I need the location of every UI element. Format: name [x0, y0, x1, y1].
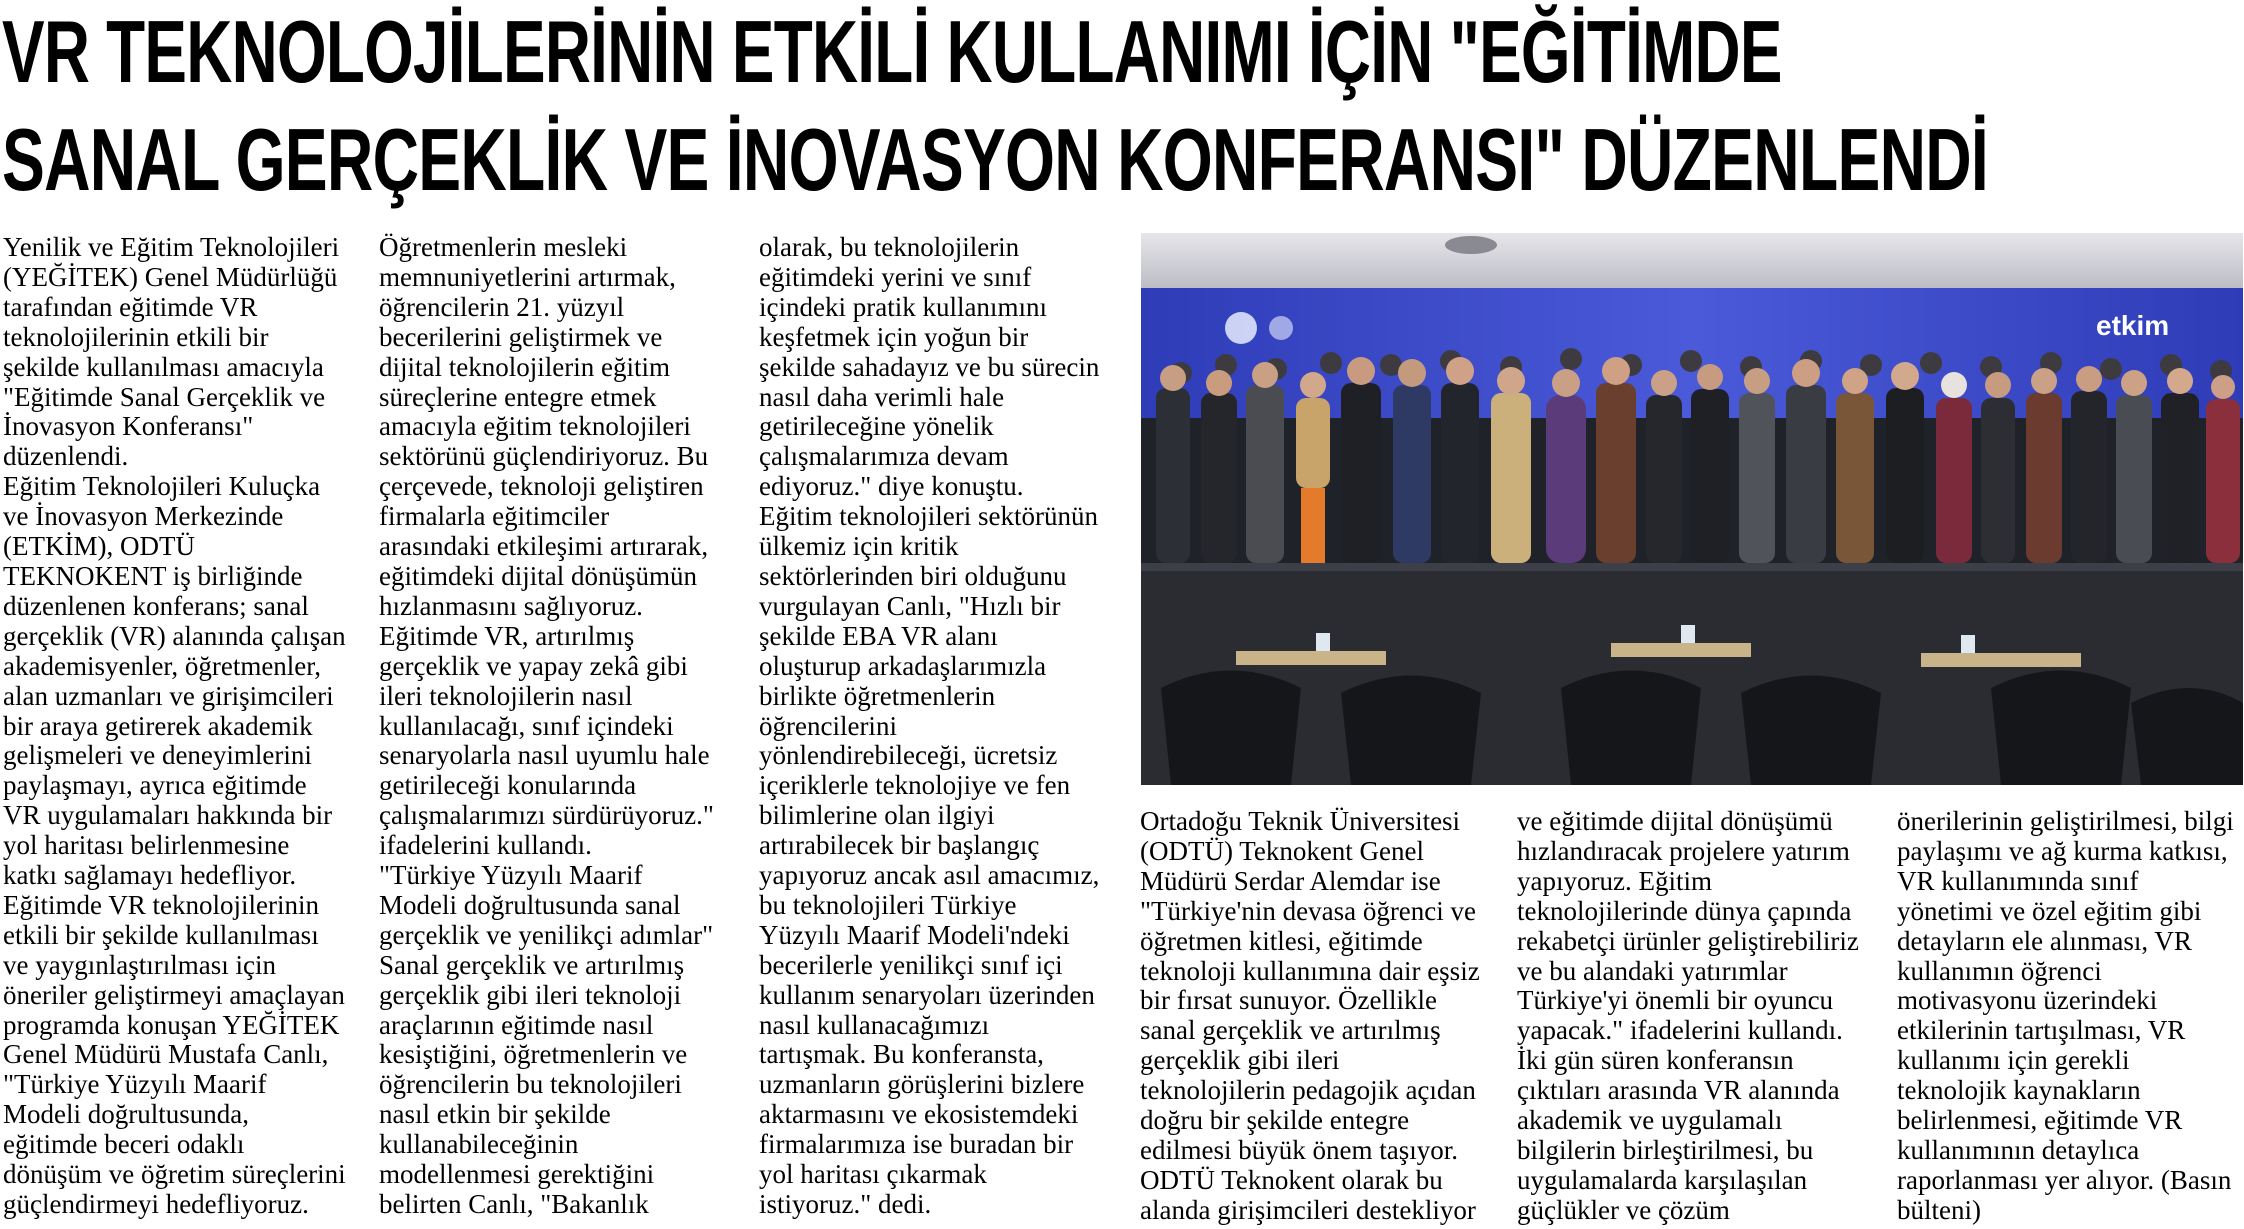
article-column-2: Öğretmenlerin mesleki memnuniyetlerini artırmak, öğrencilerin 21. yüzyıl becerilerini geliştirmek ve dijital teknolojilerin eğitim süreçlerine entegre etmek amacıyla eğitim teknolojileri sektörünü güçlendiriyoruz. Bu çerçevede, teknoloji geliştiren firmalarla eğitimciler arasındaki etkileşimi artırarak, eğitimdeki dijital dönüşümün hızlanmasını sağlıyoruz. Eğitimde VR, artırılmış gerçeklik ve yapay zekâ gibi ileri teknolojilerin nasıl kullanılacağı, sınıf içindeki senaryolarla nasıl uyumlu hale getirileceği konularında çalışmalarımızı sürdürüyoruz." ifadelerini kullandı. "Türkiye Yüzyılı Maarif Modeli doğrultusunda sanal gerçeklik ve yenilikçi adımlar" Sanal gerçeklik ve artırılmış gerçeklik gibi ileri teknoloji araçlarının eğitimde nasıl kesiştiğini, öğretmenlerin ve öğrencilerin bu teknolojileri nasıl etkin bir şekilde kullanabileceğinin modellenmesi gerektiğini belirten Canlı, "Bakanlık	[379, 233, 714, 1219]
conference-group-photo	[1141, 233, 2243, 785]
headline-line-2: SANAL GERÇEKLİK VE İNOVASYON KONFERANSI" DÜZENLENDİ	[2, 110, 1989, 209]
photo-illustration	[1141, 233, 2243, 785]
ceiling	[1141, 233, 2243, 293]
headline-line-1: VR TEKNOLOJİLERİNİN ETKİLİ KULLANIMI İÇİN "EĞİTİMDE	[2, 2, 1782, 101]
article-column-5: ve eğitimde dijital dönüşümü hızlandıracak projelere yatırım yapıyoruz. Eğitim teknolojilerinde dünya çapında rekabetçi ürünler geliştirebiliriz ve bu alandaki yatırımlar Türkiye'yi önemli bir oyuncu yapacak." ifadelerini kullandı. İki gün süren konferansın çıktıları arasında VR alanında akademik ve uygulamalı bilgilerin birleştirilmesi, bu uygulamalarda karşılaşılan güçlükler ve çözüm	[1517, 807, 1859, 1225]
article-column-6: önerilerinin geliştirilmesi, bilgi paylaşımı ve ağ kurma katkısı, VR kullanımında sınıf yönetimi ve özel eğitim gibi detayların ele alınması, VR kullanımın öğrenci motivasyonu üzerindeki etkilerinin tartışılması, VR kullanımı için gerekli teknolojik kaynakların belirlenmesi, eğitimde VR kullanımının detaylıca raporlanması yer alıyor. (Basın bülteni)	[1897, 807, 2234, 1225]
ministry-logo-icon	[1225, 312, 1257, 344]
article-column-4: Ortadoğu Teknik Üniversitesi (ODTÜ) Teknokent Genel Müdürü Serdar Alemdar ise "Türkiye'nin devasa öğrenci ve öğretmen kitlesi, eğitimde teknoloji kullanımına dair eşsiz bir fırsat sunuyor. Özellikle sanal gerçeklik ve artırılmış gerçeklik gibi ileri teknolojilerin pedagojik açıdan doğru bir şekilde entegre edilmesi büyük önem taşıyor. ODTÜ Teknokent olarak bu alanda girişimcileri destekliyor	[1140, 807, 1480, 1225]
article-column-3: olarak, bu teknolojilerin eğitimdeki yerini ve sınıf içindeki pratik kullanımını keşfetmek için yoğun bir şekilde sahadayız ve bu sürecin nasıl daha verimli hale getirileceğine yönelik çalışmalarımıza devam ediyoruz." diye konuştu. Eğitim teknolojileri sektörünün ülkemiz için kritik sektörlerinden biri olduğunu vurgulayan Canlı, "Hızlı bir şekilde EBA VR alanı oluşturup arkadaşlarımızla birlikte öğretmenlerin öğrencilerini yönlendirebileceği, ücretsiz içeriklerle teknolojiye ve fen bilimlerine olan ilgiyi artırabilecek bir başlangıç yapıyoruz ancak asıl amacımız, bu teknolojileri Türkiye Yüzyılı Maarif Modeli'ndeki becerilerle yenilikçi sınıf içi kullanım senaryoları üzerinden nasıl kullanacağımızı tartışmak. Bu konferansta, uzmanların görüşlerini bizlere aktarmasını ve ekosistemdeki firmalarımıza ise buradan bir yol haritası çıkarmak istiyoruz." dedi.	[759, 233, 1100, 1219]
banner-logo-text: etkim	[2096, 310, 2170, 341]
article-column-1: Yenilik ve Eğitim Teknolojileri (YEĞİTEK) Genel Müdürlüğü tarafından eğitimde VR teknolojilerinin etkili bir şekilde kullanılması amacıyla "Eğitimde Sanal Gerçeklik ve İnovasyon Konferansı" düzenlendi. Eğitim Teknolojileri Kuluçka ve İnovasyon Merkezinde (ETKİM), ODTÜ TEKNOKENT iş birliğinde düzenlenen konferans; sanal gerçeklik (VR) alanında çalışan akademisyenler, öğretmenler, alan uzmanları ve girişimcileri bir araya getirerek akademik gelişmeleri ve deneyimlerini paylaşmayı, ayrıca eğitimde VR uygulamaları hakkında bir yol haritası belirlenmesine katkı sağlamayı hedefliyor. Eğitimde VR teknolojilerinin etkili bir şekilde kullanılması ve yaygınlaştırılması için öneriler geliştirmeyi amaçlayan programda konuşan YEĞİTEK Genel Müdürü Mustafa Canlı, "Türkiye Yüzyılı Maarif Modeli doğrultusunda, eğitimde beceri odaklı dönüşüm ve öğretim süreçlerini güçlendirmeyi hedefliyoruz.	[3, 233, 346, 1219]
